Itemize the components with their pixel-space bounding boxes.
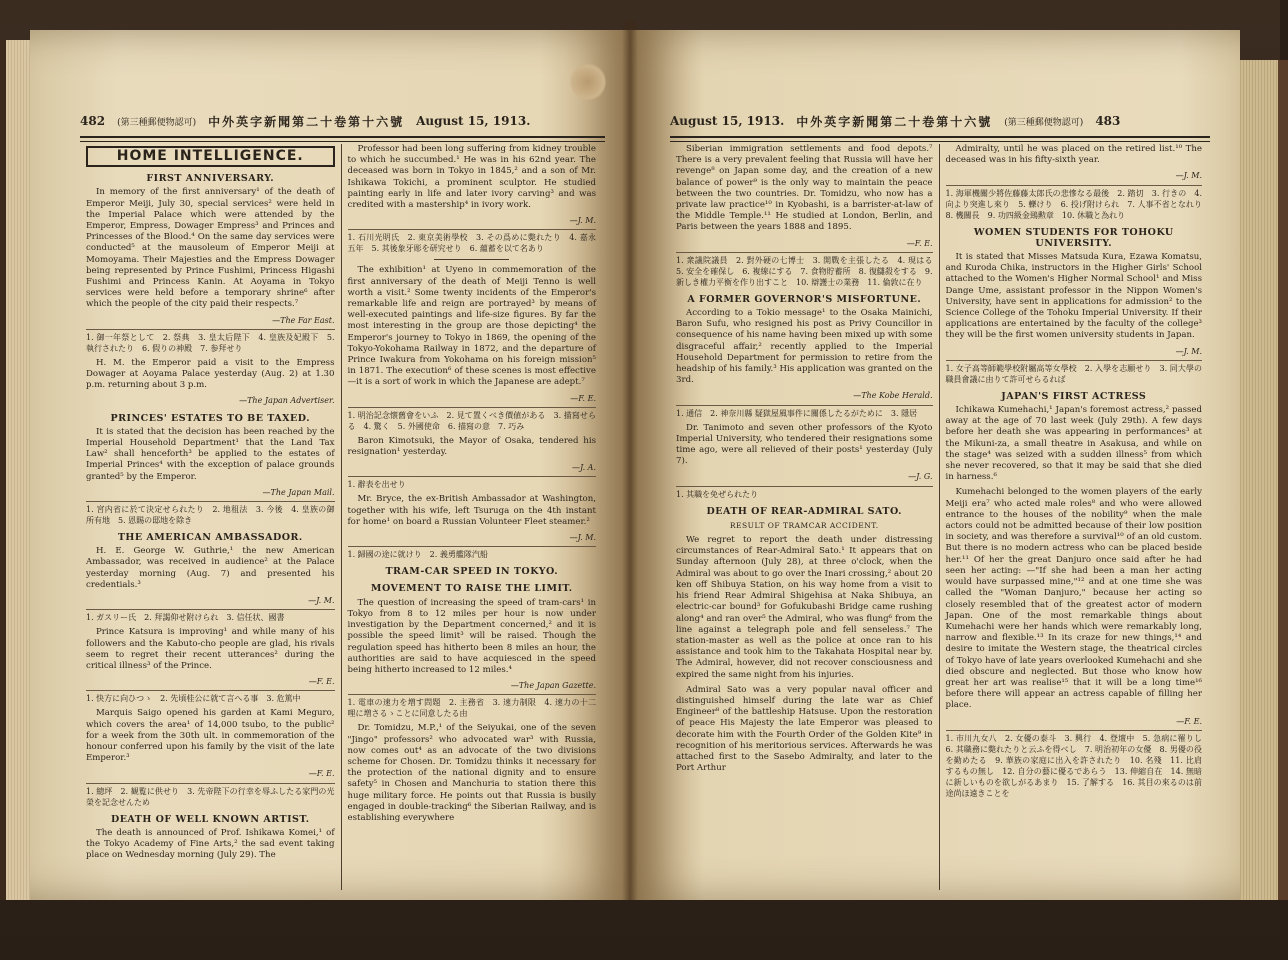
- article-source: —J. A.: [572, 463, 596, 473]
- article-subheading: RESULT OF TRAMCAR ACCIDENT.: [729, 520, 879, 530]
- registration-note: (第三種郵便物認可): [117, 117, 197, 128]
- article-source: —F. E.: [906, 238, 933, 248]
- article-text: The question of increasing the speed of tram-cars¹ in Tokyo from 8 to 12 miles per hour is now under investigation by the Department concerned,² and it is possible the speed limit³ will be raised. Though the regulation speed has hitherto been 8 miles an hour, the authorities are said to have acquiesced in the speed being hitherto increased to 12 miles.⁴: [347, 597, 596, 675]
- article-text: H. E. George W. Guthrie,¹ the new American Ambassador, was received in audience² at the Palace yesterday morning (Aug. 7) and presented his credentials.³: [86, 546, 335, 590]
- article-source: —The Far East.: [272, 315, 335, 325]
- page-stain: [570, 62, 606, 102]
- article-source: —J. G.: [908, 472, 933, 482]
- glossary-notes: 1. 總坪 2. 観覧に供せり 3. 先帝陛下の行幸を辱ふしたる家門の光榮を記念せんため: [86, 783, 335, 808]
- right-running-head: [670, 110, 1210, 132]
- article-source: —F. E.: [1176, 716, 1202, 726]
- article-subheading: MOVEMENT TO RAISE THE LIMIT.: [370, 583, 573, 595]
- glossary-notes: 1. 快方に向ひつゝ 2. 先頃桂公に就て言へる事 3. 危篤中: [86, 690, 335, 704]
- glossary-notes: 1. 明治記念懐舊會をいふ 2. 見て置くべき價値がある 3. 描寫せらる 4. 驚く 5. 外國使命 6. 描寫の意 7. 巧み: [348, 407, 597, 432]
- glossary-notes: 1. 御一年祭として 2. 祭典 3. 皇太后陛下 4. 皇族及妃殿下 5. 執行されたり 6. 假りの神殿 7. 参拜せり: [86, 329, 335, 354]
- article-heading: FIRST ANNIVERSARY.: [146, 173, 275, 185]
- article-heading: DEATH OF REAR-ADMIRAL SATO.: [706, 505, 902, 517]
- glossary-notes: 1. 市川九女八 2. 女優の泰斗 3. 興行 4. 登壇中 5. 急病に罹りし 6. 其職務に斃れたりと云ふを得べし 7. 明治初年の女優 8. 男優の役を勤めたる 9. 華族の家庭に出入を許されたり 10. 名殘 11. 比肩するもの無し 12. 自分の藝に優るであらう 13. 伸縮自在 14. 無暗に新しいものを欲しがるあまり 15. 了解する 16. 其目の來るのは前途尚ほ遠きことを: [946, 730, 1203, 799]
- article-text: Kumehachi belonged to the women players of the early Meiji era⁷ who acted male roles⁸ and who were allowed entrance to the houses of the nobility⁹ when the male actors could not be admitted because of their low position in society, and was therefore a survival¹⁰ of an old custom. But there is no modern actress who can be placed beside her.¹¹ Of her the great Danjuro once said after he had seen her acting: —"If she had been a man her acting would have surpassed mine,"¹² and at one time she was called the "Woman Danjuro," because her acting so closely resembled that of the greatest actor of modern Japan. One of the most remarkable things about Kumehachi were her hands which were remarkably long, narrow and flexible.¹³ In its craze for new things,¹⁴ and desire to imitate the Western stage, the theatrical circles of Tokyo have of late years overlooked Kumehachi and she died obscure and neglected. But those who know how great her art was realise¹⁵ that it will be a long time¹⁶ before there will appear an actress capable of filling her place.: [945, 487, 1202, 711]
- article-heading: PRINCES' ESTATES TO BE TAXED.: [110, 412, 310, 424]
- glossary-notes: 1. ガスリー氏 2. 拜謁仰せ附けられ 3. 信任状、國書: [86, 609, 335, 623]
- glossary-notes: 1. 海軍機關少將佐藤藤太郎氏の悲慘なる最後 2. 踏切 3. 行きの 4. 向より突進し來り 5. 轢けり 6. 投げ附けられ 7. 人事不省となれり 8. 機關長 9. 功四級金鵄勲章 10. 休職と為れり: [946, 185, 1203, 221]
- article-text: Mr. Bryce, the ex-British Ambassador at Washington, together with his wife, left Tsuruga on the 4th instant for home¹ on board a Russian Volunteer Fleet steamer.²: [347, 494, 596, 527]
- article-source: —J. M.: [1175, 171, 1202, 181]
- book-gutter: [622, 20, 638, 900]
- article-source: —The Kobe Herald.: [853, 391, 933, 401]
- header-rule: [670, 136, 1210, 142]
- article-source: —F. E.: [308, 769, 335, 779]
- article-source: —The Japan Advertiser.: [239, 396, 335, 406]
- article-heading: DEATH OF WELL KNOWN ARTIST.: [110, 813, 310, 825]
- left-column-1: [80, 144, 341, 890]
- glossary-notes: 1. 衆議院議員 2. 對外硬の七博士 3. 開戰を主張したる 4. 現はる 5. 安全を確保し 6. 複線にする 7. 食物貯蓄所 8. 復讎殺をする 9. 新しき權力平衡を作り出すこと 10. 辯護士の業務 11. 倫敦に在り: [676, 252, 933, 288]
- article-heading: THE AMERICAN AMBASSADOR.: [117, 532, 303, 544]
- registration-note: (第三種郵便物認可): [1004, 117, 1084, 128]
- glossary-notes: 1. 石川光明氏 2. 東京美術學校 3. その爲めに斃れたり 4. 嘉永五年 5. 其後象牙彫を研究せり 6. 蘊蓄を以て名あり: [348, 229, 597, 254]
- page-number: 483: [1095, 114, 1121, 128]
- article-text: Ichikawa Kumehachi,¹ Japan's foremost actress,² passed away at the age of 70 last week (July 29th). A few days before her death she was appearing in performances³ at the Mikuni-za, a small theatre in Asakusa, and while on the stage⁴ was seized with a sudden illness⁵ from which she never recovered, so that it may be said that she died in harness.⁶: [945, 405, 1202, 483]
- right-column-2: [939, 144, 1209, 890]
- article-heading: A FORMER GOVERNOR'S MISFORTUNE.: [687, 293, 922, 305]
- article-source: —J. M.: [569, 533, 596, 543]
- article-source: —F. E.: [570, 393, 596, 403]
- article-source: —The Japan Gazette.: [510, 681, 596, 691]
- article-heading: TRAM-CAR SPEED IN TOKYO.: [385, 566, 559, 578]
- article-text: According to a Tokio message¹ to the Osaka Mainichi, Baron Sufu, who resigned his post as Privy Councillor in consequence of his name having been mixed up with some disgraceful affair,² recently applied to the Imperial Household Department for permission to retire from the headship of his family.³ His application was granted on the 3rd.: [676, 308, 933, 386]
- issue-date: August 15, 1913.: [416, 114, 531, 128]
- article-heading: JAPAN'S FIRST ACTRESS: [1001, 390, 1147, 402]
- glossary-notes: 1. 辭表を出せり: [348, 476, 597, 490]
- article-text: The exhibition¹ at Uyeno in commemoration of the first anniversary of the death of Meiji Tenno is well worth a visit.² Some twenty incidents of the Emperor's remarkable life and reign are portrayed³ by means of well-executed paintings and life-size figures. By far the most interesting in the group are those depicting⁴ the Emperor's journey to Tokyo in 1869, the opening of the Tokyo-Yokohama Railway in 1872, and the departure of Prince Iwakura from Yokohama on his foreign mission⁵ in 1871. The execution⁶ of these scenes is most effective—it is a sort of work in which the Japanese are adept.⁷: [347, 265, 596, 388]
- article-text: Admiralty, until he was placed on the retired list.¹⁰ The deceased was in his fifty-sixth year.: [945, 144, 1202, 166]
- article-text: Prince Katsura is improving¹ and while many of his followers and the Kabuto-cho people are glad, his rivals seem to regret their recent utterances² during the critical illness³ of the Prince.: [86, 627, 335, 671]
- glossary-notes: 1. 歸國の途に就けり 2. 義勇艦隊汽船: [348, 546, 597, 560]
- article-source: —F. E.: [308, 677, 335, 687]
- glossary-notes: 1. 電車の速力を増す問題 2. 主務省 3. 速力制限 4. 速力の十二哩に増さるゝことに同意したる由: [348, 694, 597, 719]
- right-page: [630, 30, 1240, 900]
- article-source: —J. M.: [308, 596, 335, 606]
- left-columns: [80, 144, 602, 890]
- glossary-notes: 1. 宮内省に於て決定せられたり 2. 地租法 3. 今後 4. 皇族の御所有地 5. 恩賜の邸地を除き: [86, 501, 335, 526]
- article-text: The death is announced of Prof. Ishikawa Komei,¹ of the Tokyo Academy of Fine Arts,² the sad event taking place on Wednesday morning (July 29). The: [86, 827, 335, 861]
- page-number: 482: [80, 114, 106, 128]
- glossary-notes: 1. 女子高等師範學校附屬高等女學校 2. 入學を志願せり 3. 同大學の職員會議に由りて許可せらるれば: [946, 360, 1203, 385]
- journal-title: 中外英字新聞第二十卷第十六號: [796, 114, 993, 129]
- divider: [434, 259, 509, 260]
- article-text: Professor had been long suffering from kidney trouble to which he succumbed.¹ He was in his 62nd year. The deceased was born in Tokyo in 1845,² and a son of Mr. Ishikawa Tokichi, a prominent sculptor. He studied painting early in life and later ivory carving³ and was credited with a mastership⁴ in ivory work.: [347, 144, 596, 211]
- article-text: It is stated that Misses Matsuda Kura, Ezawa Komatsu, and Kuroda Chika, instructors in the Higher Girls' School attached to the Women's Higher Normal School¹ and Miss Dange Ume, assistant professor in the Nippon Women's University, have sent in applications for admission² to the Science College of the Tohoku Imperial University. If their applications are entertained by the faculty of the college³ they will be the first women university students in Japan.: [945, 252, 1202, 341]
- section-masthead: HOME INTELLIGENCE.: [86, 146, 335, 167]
- article-source: —J. M.: [1175, 346, 1202, 356]
- article-text: Baron Kimotsuki, the Mayor of Osaka, tendered his resignation¹ yesterday.: [347, 435, 596, 458]
- issue-date: August 15, 1913.: [670, 114, 785, 128]
- left-page: [30, 30, 630, 900]
- article-text: In memory of the first anniversary¹ of the death of Emperor Meiji, July 30, special services² were held in the Imperial Palace which were attended by the Emperor, Empress, Dowager Empress³ and Princes and Princesses of the Blood.⁴ On the same day services were conducted⁵ at the mausoleum of Emperor Meiji at Momoyama. Their Majesties and the Empress Dowager being represented by Prince Fushimi, Princess Higashi Fushimi and Princess Kanin. At Aoyama in Tokyo services were held before a temporary shrine⁶ after which the people of the city paid their respects.⁷: [86, 187, 335, 310]
- article-text: Dr. Tomidzu, M.P.,¹ of the Seiyukai, one of the seven "Jingo" professors² who advocated war³ with Russia, now comes out⁴ as an advocate of the two divisions scheme for Chosen. Dr. Tomidzu thinks it necessary for the protection of the national dignity and to ensure safety⁵ in Chosen and Manchuria to station there this huge military force. He points out that Russia is busily engaged in double-tracking⁶ the Siberian Railway, and is establishing everywhere: [347, 723, 596, 823]
- glossary-notes: 1. 通信 2. 神奈川縣 疑獄屋風事件に關係したるがために 3. 隱居: [676, 405, 933, 419]
- article-text: It is stated that the decision has been reached by the Imperial Household Department¹ that the Land Tax Law² shall henceforth³ be applied to the estates of Imperial Princes⁴ with the exception of palace grounds granted⁵ by the Emperor.: [86, 426, 335, 482]
- article-text: We regret to report the death under distressing circumstances of Rear-Admiral Sato.¹ It appears that on Sunday afternoon (July 28), at three o'clock, when the Admiral was about to go over the Inari crossing,² about 20 ken off Shibuya Station, on his way home from a visit to his friend Rear Admiral Shigehisa at Naka Shibuya, an electric-car bound³ for Gofukubashi Bridge came rushing along⁴ and ran over⁵ the Admiral, who was flung⁶ from the line against a telegraph pole and fell senseless.⁷ The station-master as well as the police at once ran to his assistance and took him to the Takahata Hospital near by. The Admiral, however, did not recover consciousness and expired the same night from his injuries.: [676, 535, 933, 680]
- left-running-head: [80, 110, 610, 132]
- left-column-2: [341, 144, 603, 890]
- article-text: Siberian immigration settlements and food depots.⁷ There is a very prevalent feeling that Russia will have her revenge⁸ on Japan some day, and the creation of a new balance of power⁹ is the only way to maintain the peace between the two countries. Dr. Tomidzu, who now has a private law practice¹⁰ in Kyobashi, is a barrister-at-law of the Middle Temple.¹¹ He studied at London, Berlin, and Paris between the years 1888 and 1895.: [676, 144, 933, 233]
- book-edge-right: [1238, 60, 1288, 900]
- article-text: H. M. the Emperor paid a visit to the Empress Dowager at Aoyama Palace yesterday (Aug. 2) at 1.30 p.m. returning about 3 p.m.: [86, 357, 335, 391]
- right-column-1: [670, 144, 939, 890]
- article-source: —The Japan Mail.: [262, 487, 335, 497]
- glossary-notes: 1. 其職を免ぜられたり: [676, 486, 933, 500]
- article-source: —J. M.: [569, 216, 596, 226]
- journal-title: 中外英字新聞第二十卷第十六號: [208, 114, 405, 129]
- article-text: Dr. Tanimoto and seven other professors of the Kyoto Imperial University, who tendered their resignations some time ago, were all relieved of their posts¹ yesterday (July 7).: [676, 422, 933, 467]
- article-text: Admiral Sato was a very popular naval officer and distinguished himself during the late war as Chief Engineer⁸ of the battleship Hatsuse. Upon the restoration of peace His Majesty the late Emperor was pleased to decorate him with the Fourth Order of the Golden Kite⁹ in recognition of his meritorious services. Afterwards he was attached first to the Sasebo Admiralty, and later to the Port Arthur: [676, 684, 933, 774]
- article-text: Marquis Saigo opened his garden at Kami Meguro, which covers the area¹ of 14,000 tsubo, to the public² for a week from the 30th ult. in commemoration of the honour conferred upon his family by the visit of the late Emperor.³: [86, 708, 335, 764]
- header-rule: [80, 136, 605, 142]
- right-columns: [670, 144, 1208, 890]
- article-heading: WOMEN STUDENTS FOR TOHOKU UNIVERSITY.: [973, 226, 1174, 249]
